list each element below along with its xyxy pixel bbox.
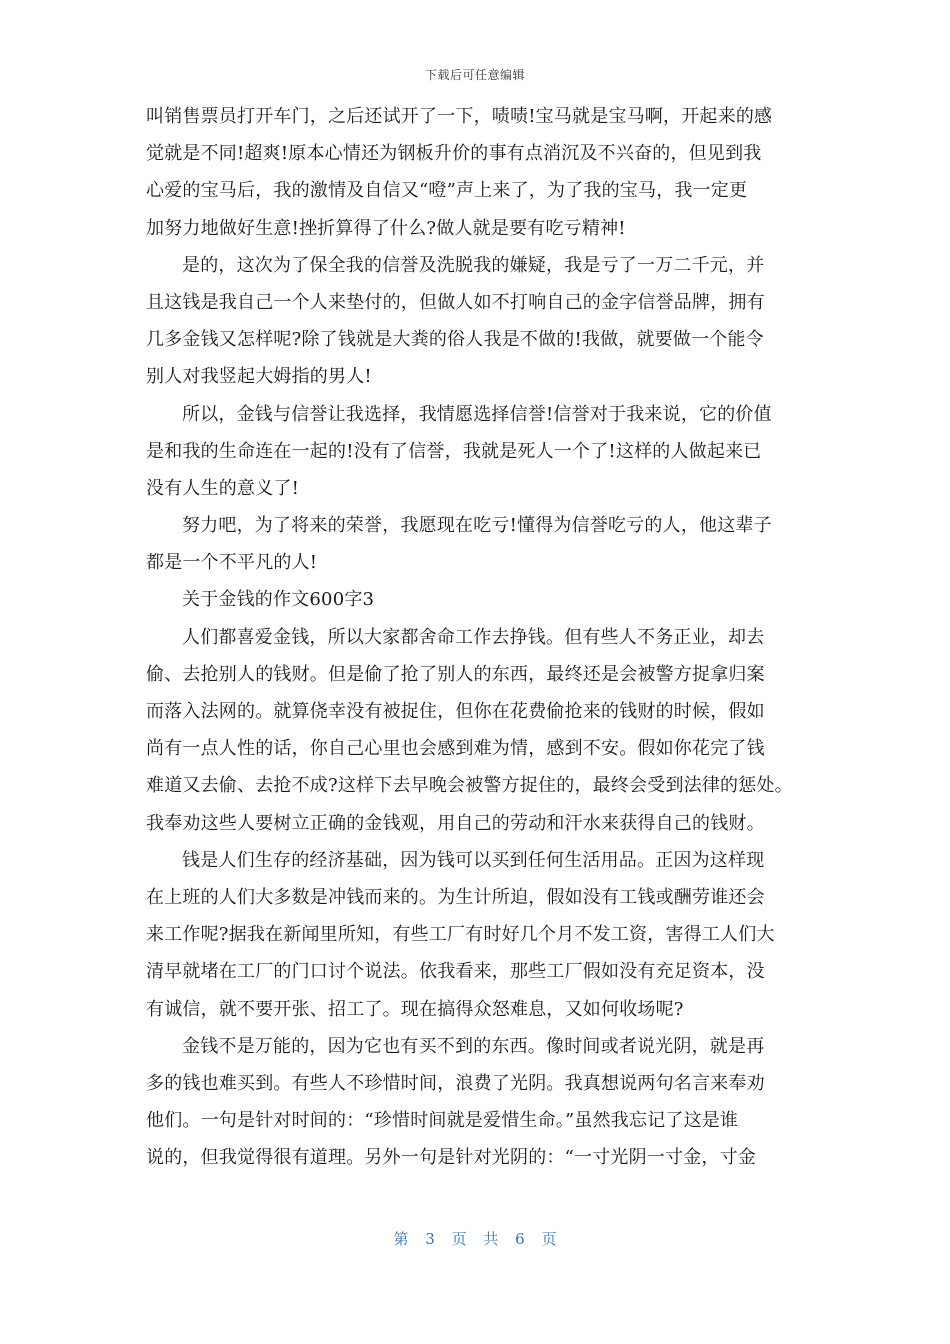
text-line: 关于金钱的作文600字3: [182, 589, 375, 611]
text-line: 努力吧，为了将来的荣誉，我愿现在吃亏!懂得为信誉吃亏的人，他这辈子: [182, 515, 772, 537]
text-line: 钱是人们生存的经济基础，因为钱可以买到任何生活用品。正因为这样现: [182, 849, 765, 871]
text-line: 人们都喜爱金钱，所以大家都舍命工作去挣钱。但有些人不务正业，却去: [182, 626, 765, 648]
text-line: 尚有一点人性的话，你自己心里也会感到难为情，感到不安。假如你花完了钱: [146, 738, 765, 760]
text-line: 他们。一句是针对时间的：“珍惜时间就是爱惜生命。”虽然我忘记了这是谁: [146, 1110, 739, 1132]
page-header: 下载后可任意编辑: [424, 68, 525, 82]
text-line: 且这钱是我自己一个人来垫付的，但做人如不打响自己的金字信誉品牌，拥有: [146, 291, 765, 313]
text-line: 说的，但我觉得很有道理。另外一句是针对光阴的：“一寸光阴一寸金，寸金: [146, 1147, 756, 1169]
text-line: 是的，这次为了保全我的信誉及洗脱我的嫌疑，我是亏了一万二千元，并: [182, 254, 765, 276]
text-line: 偷、去抢别人的钱财。但是偷了抢了别人的东西，最终还是会被警方捉拿归案: [146, 663, 765, 685]
text-line: 没有人生的意义了!: [146, 477, 300, 499]
page-number: 第 3 页 共 6 页: [393, 1230, 557, 1248]
text-line: 来工作呢?据我在新闻里所知，有些工厂有时好几个月不发工资，害得工人们大: [146, 924, 775, 946]
text-line: 别人对我竖起大姆指的男人!: [146, 366, 372, 388]
text-line: 清早就堵在工厂的门口讨个说法。依我看来，那些工厂假如没有充足资本，没: [146, 961, 765, 983]
text-line: 在上班的人们大多数是冲钱而来的。为生计所迫，假如没有工钱或酬劳谁还会: [146, 886, 765, 908]
text-line: 叫销售票员打开车门，之后还试开了一下，啧啧!宝马就是宝马啊，开起来的感: [146, 106, 773, 127]
text-line: 多的钱也难买到。有些人不珍惜时间，浪费了光阴。我真想说两句名言来奉劝: [146, 1072, 765, 1094]
text-line: 金钱不是万能的，因为它也有买不到的东西。像时间或者说光阴，就是再: [182, 1035, 765, 1057]
text-line: 都是一个不平凡的人!: [146, 552, 318, 574]
text-line: 几多金钱又怎样呢?除了钱就是大粪的俗人我是不做的!我做，就要做一个能令: [146, 329, 764, 351]
text-line: 我奉劝这些人要树立正确的金钱观，用自己的劳动和汗水来获得自己的钱财。: [146, 812, 765, 834]
text-line: 心爱的宝马后，我的激情及自信又“噔”声上来了，为了我的宝马，我一定更: [146, 180, 748, 202]
document-body: [146, 98, 806, 1176]
text-line: 是和我的生命连在一起的!没有了信誉，我就是死人一个了!这样的人做起来已: [146, 440, 762, 462]
text-line: 而落入法网的。就算侥幸没有被捉住，但你在花费偷抢来的钱财的时候，假如: [146, 701, 765, 722]
text-line: 加努力地做好生意!挫折算得了什么?做人就是要有吃亏精神!: [146, 217, 626, 239]
text-line: 所以，金钱与信誉让我选择，我情愿选择信誉!信誉对于我来说，它的价值: [182, 403, 772, 425]
text-line: 难道又去偷、去抢不成?这样下去早晚会被警方捉住的，最终会受到法律的惩处。: [146, 775, 793, 797]
text-line: 觉就是不同!超爽!原本心情还为钢板升价的事有点消沉及不兴奋的，但见到我: [146, 143, 762, 165]
text-line: 有诚信，就不要开张、招工了。现在搞得众怒难息，又如何收场呢?: [146, 998, 684, 1020]
